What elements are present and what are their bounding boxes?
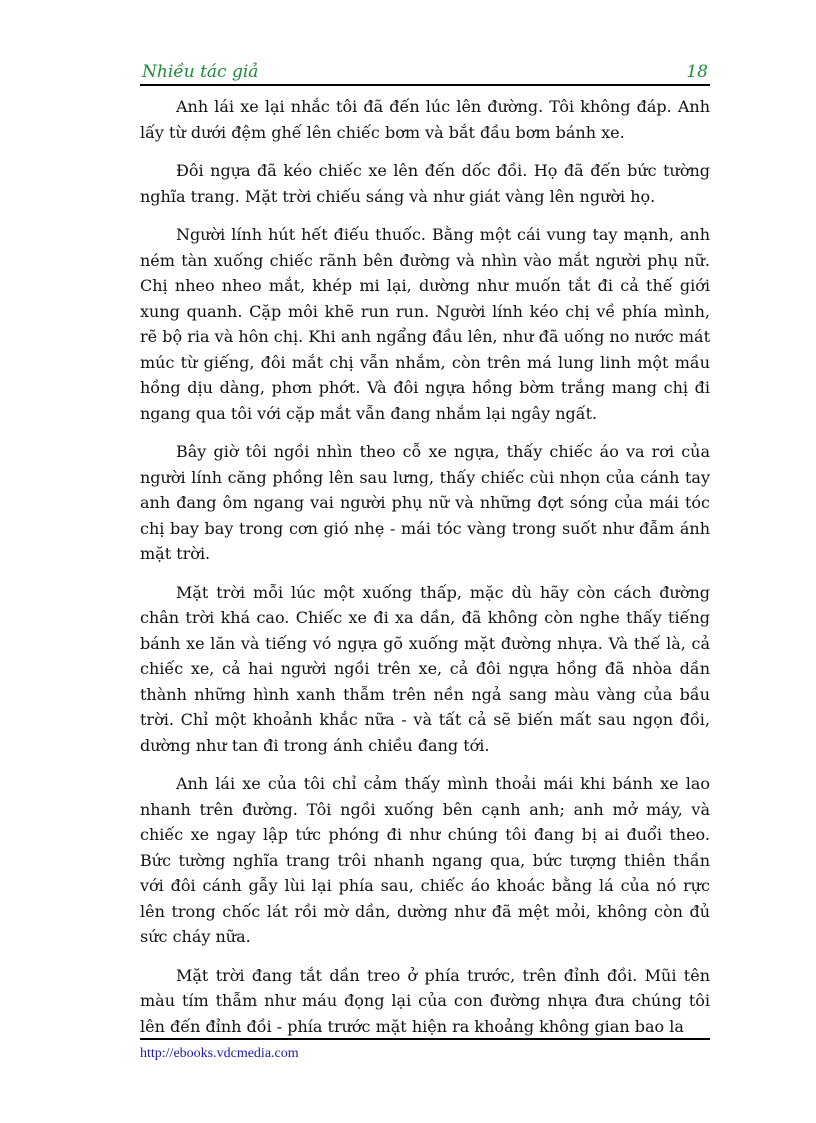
paragraph: Đôi ngựa đã kéo chiếc xe lên đến dốc đồi. Họ đã đến bức tường nghĩa trang. Mặt trời chiếu sáng và như giát vàng lên người họ. <box>140 161 710 206</box>
page-number: 18 <box>686 62 708 82</box>
paragraph: Người lính hút hết điếu thuốc. Bằng một cái vung tay mạnh, anh ném tàn xuống chiếc rãnh bên đường và nhìn vào mắt người phụ nữ. Chị nheo nheo mắt, khép mi lại, dường như muốn tắt đi cả thế giới xung quanh. Cặp môi khẽ run run. Người lính kéo chị về phía mình, rẽ bộ ria và hôn chị. Khi anh ngẩng đầu lên, như đã uống no nước mát múc từ giếng, đôi mắt chị vẫn nhắm, còn trên má lung linh một mầu hồng dịu dàng, phơn phớt. Và đôi ngựa hồng bờm trắng mang chị đi ngang qua tôi với cặp mắt vẫn đang nhắm lại ngây ngất. <box>140 225 710 423</box>
paragraph: Anh lái xe lại nhắc tôi đã đến lúc lên đường. Tôi không đáp. Anh lấy từ dưới đệm ghế lên chiếc bơm và bắt đầu bơm bánh xe. <box>140 97 710 142</box>
paragraph: Mặt trời mỗi lúc một xuống thấp, mặc dù hãy còn cách đường chân trời khá cao. Chiếc xe đi xa dần, đã không còn nghe thấy tiếng bánh xe lăn và tiếng vó ngựa gõ xuống mặt đường nhựa. Và thế là, cả chiếc xe, cả hai người ngồi trên xe, cả đôi ngựa hồng đã nhòa dần thành những hình xanh thẫm trên nền ngả sang màu vàng của bầu trời. Chỉ một khoảnh khắc nữa - và tất cả sẽ biến mất sau ngọn đồi, dường như tan đi trong ánh chiều đang tới. <box>140 582 710 755</box>
page-body <box>140 94 710 1052</box>
page-header <box>140 60 710 84</box>
paragraph: Anh lái xe của tôi chỉ cảm thấy mình thoải mái khi bánh xe lao nhanh trên đường. Tôi ngồi xuống bên cạnh anh; anh mở máy, và chiếc xe ngay lập tức phóng đi như chúng tôi đang bị ai đuổi theo. Bức tường nghĩa trang trôi nhanh ngang qua, bức tượng thiên thần với đôi cánh gẫy lùi lại phía sau, chiếc áo khoác bằng lá của nó rực lên trong chốc lát rồi mờ dần, dường như đã mệt mỏi, không còn đủ sức cháy nữa. <box>140 774 710 946</box>
footer-divider <box>140 1038 710 1040</box>
book-author: Nhiều tác giả <box>142 62 259 82</box>
paragraph: Bây giờ tôi ngồi nhìn theo cỗ xe ngựa, thấy chiếc áo va rơi của người lính căng phồng lên sau lưng, thấy chiếc cùi nhọn của cánh tay anh đang ôm ngang vai người phụ nữ và những đợt sóng của mái tóc chị bay bay trong cơn gió nhẹ - mái tóc vàng trong suốt như đẫm ánh mặt trời. <box>140 442 710 563</box>
paragraph: Mặt trời đang tắt dần treo ở phía trước, trên đỉnh đồi. Mũi tên màu tím thẫm như máu đọng lại của con đường nhựa đưa chúng tôi lên đến đỉnh đồi - phía trước mặt hiện ra khoảng không gian bao la <box>140 965 710 1036</box>
footer-link[interactable]: http://ebooks.vdcmedia.com <box>140 1046 299 1061</box>
header-divider <box>140 84 710 86</box>
